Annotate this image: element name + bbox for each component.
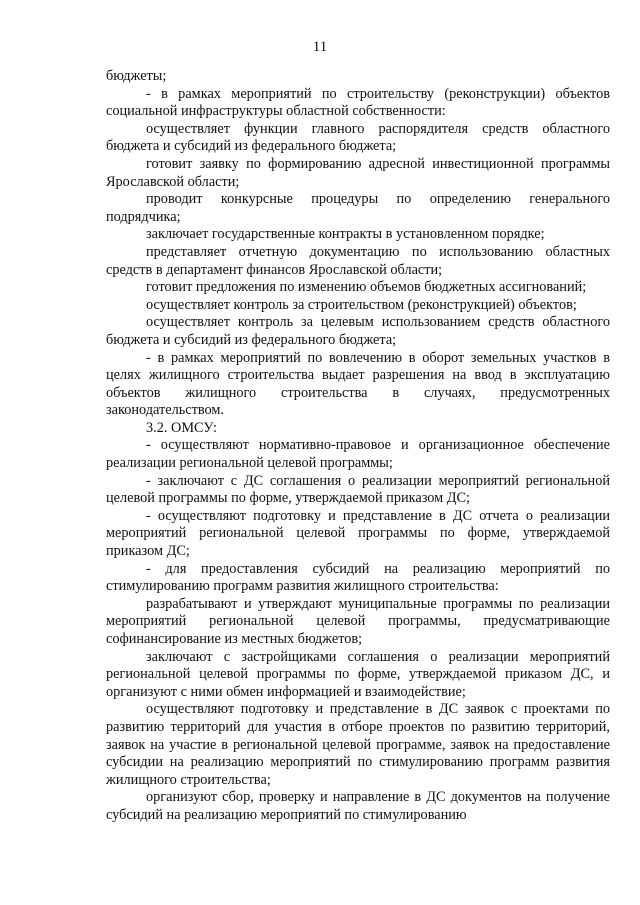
paragraph: - для предоставления субсидий на реализацию мероприятий по стимулированию программ развития жилищного строительства: xyxy=(106,560,610,595)
paragraph: осуществляет контроль за целевым использованием средств областного бюджета и субсидий из федерального бюджета; xyxy=(106,314,610,348)
paragraph: осуществляют подготовку и представление в ДС заявок с проектами по развитию территорий для участия в отборе проектов по развитию территорий, заявок на участие в региональной целевой программе, заявок на предоставление субсидии на реализацию мероприятий по стимулированию программ развития жилищного строительства; xyxy=(106,701,610,788)
paragraph: готовит предложения по изменению объемов бюджетных ассигнований; xyxy=(146,279,587,296)
paragraph: заключает государственные контракты в установленном порядке; xyxy=(146,226,545,243)
paragraph: - заключают с ДС соглашения о реализации мероприятий региональной целевой программы по форме, утверждаемой приказом ДС; xyxy=(106,472,610,507)
page-number: 11 xyxy=(312,39,328,55)
paragraph: представляет отчетную документацию по использованию областных средств в департамент финансов Ярославской области; xyxy=(106,243,610,278)
paragraph: осуществляет функции главного распорядителя средств областного бюджета и субсидий из федерального бюджета; xyxy=(106,120,610,155)
paragraph: организуют сбор, проверку и направление в ДС документов на получение субсидий на реализацию мероприятий по стимулированию xyxy=(106,789,610,823)
paragraph: готовит заявку по формированию адресной инвестиционной программы Ярославской области; xyxy=(106,155,610,190)
paragraph: разрабатывают и утверждают муниципальные программы по реализации мероприятий региональной целевой программы, предусматривающие софинансирование из местных бюджетов; xyxy=(106,595,610,647)
paragraph: - в рамках мероприятий по строительству (реконструкции) объектов социальной инфраструктуры областной собственности: xyxy=(106,85,610,120)
paragraph: проводит конкурсные процедуры по определению генерального подрядчика; xyxy=(106,191,610,225)
paragraph: 3.2. ОМСУ: xyxy=(146,419,217,436)
paragraph: бюджеты; xyxy=(106,68,167,84)
paragraph: заключают с застройщиками соглашения о реализации мероприятий региональной целевой программы по форме, утверждаемой приказом ДС, и организуют с ними обмен информацией и взаимодействие; xyxy=(106,648,610,700)
paragraph: - осуществляют нормативно-правовое и организационное обеспечение реализации региональной целевой программы; xyxy=(106,437,610,472)
paragraph: - в рамках мероприятий по вовлечению в оборот земельных участков в целях жилищного строительства выдает разрешения на ввод в эксплуатацию объектов жилищного строительства в случаях, предусмотренных законодательством. xyxy=(106,349,610,419)
paragraph: осуществляет контроль за строительством (реконструкцией) объектов; xyxy=(146,296,577,313)
document-body xyxy=(106,68,610,825)
paragraph: - осуществляют подготовку и представление в ДС отчета о реализации мероприятий региональной целевой программы по форме, утверждаемой приказом ДС; xyxy=(106,507,610,560)
